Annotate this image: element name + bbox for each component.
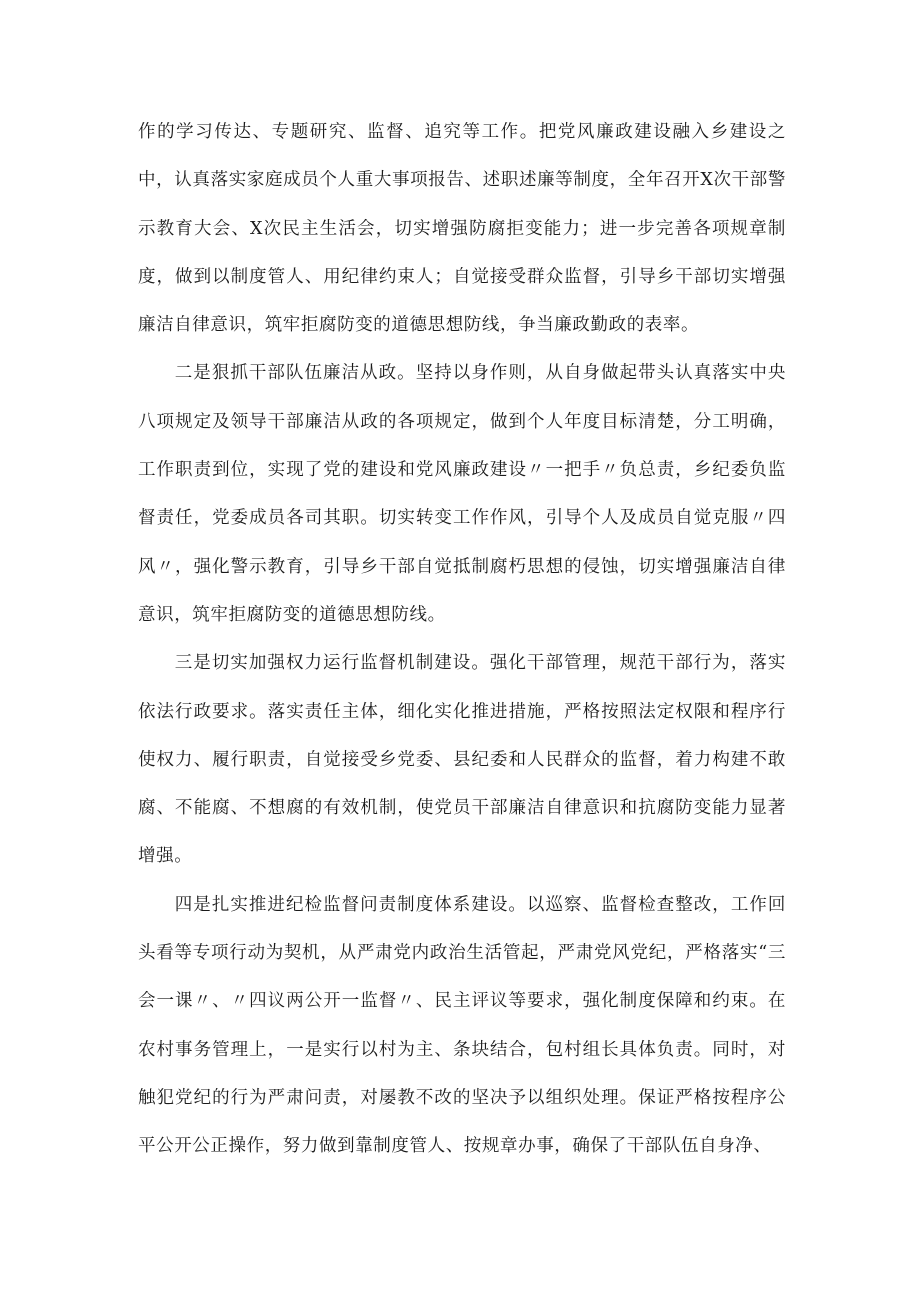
paragraph-discipline-accountability: 四是扎实推进纪检监督问责制度体系建设。以巡察、监督检查整改，工作回头看等专项行动为契机，从严肃党内政治生活管起，严肃党风党纪，严格落实“三会一课〃、〃四议两公开一监督〃、民主评议等要求，强化制度保障和约束。在农村事务管理上，一是实行以村为主、条块结合，包村组长具体负责。同时，对触犯党纪的行为严肃问责，对屡教不改的坚决予以组织处理。保证严格按程序公平公开公正操作，努力做到靠制度管人、按规章办事，确保了干部队伍自身净、 — [138, 894, 786, 1157]
paragraph-cadre-integrity: 二是狠抓干部队伍廉洁从政。坚持以身作则，从自身做起带头认真落实中央八项规定及领导干部廉洁从政的各项规定，做到个人年度目标清楚，分工明确，工作职责到位，实现了党的建设和党风廉政建设〃一把手〃负总责，乡纪委负监督责任，党委成员各司其职。切实转变工作作风，引导个人及成员自觉克服〃四风〃，强化警示教育，引导乡干部自觉抵制腐朽思想的侵蚀，切实增强廉洁自律意识，筑牢拒腐防变的道德思想防线。 — [138, 363, 786, 625]
document-body — [138, 108, 786, 1171]
paragraph-continuation: 作的学习传达、专题研究、监督、追究等工作。把党风廉政建设融入乡建设之中，认真落实家庭成员个人重大事项报告、述职述廉等制度，全年召开X次干部警示教育大会、X次民主生活会，切实增强防腐拒变能力；进一步完善各项规章制度，做到以制度管人、用纪律约束人；自觉接受群众监督，引导乡干部切实增强廉洁自律意识，筑牢拒腐防变的道德思想防线，争当廉政勤政的表率。 — [138, 122, 786, 336]
paragraph-power-supervision: 三是切实加强权力运行监督机制建设。强化干部管理，规范干部行为，落实依法行政要求。落实责任主体，细化实化推进措施，严格按照法定权限和程序行使权力、履行职责，自觉接受乡党委、县纪委和人民群众的监督，着力构建不敢腐、不能腐、不想腐的有效机制，使党员干部廉洁自律意识和抗腐防变能力显著增强。 — [138, 653, 786, 867]
